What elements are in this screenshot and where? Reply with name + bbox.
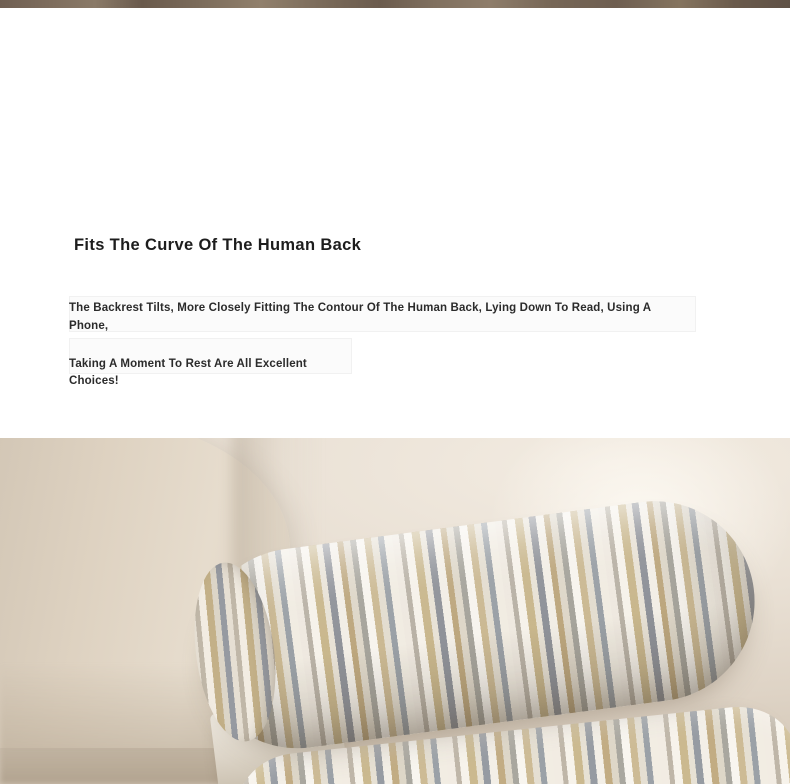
section-paragraph	[69, 300, 693, 391]
paragraph-line-1: The Backrest Tilts, More Closely Fitting The Contour Of The Human Back, Lying Down To Read, Using A Phone,	[69, 302, 651, 332]
section-headline: Fits The Curve Of The Human Back	[74, 236, 362, 254]
paragraph-line-2: Taking A Moment To Rest Are All Excellent Choices!	[69, 357, 307, 388]
product-photo	[0, 438, 790, 784]
previous-image-strip	[0, 0, 790, 8]
text-section	[0, 8, 790, 438]
